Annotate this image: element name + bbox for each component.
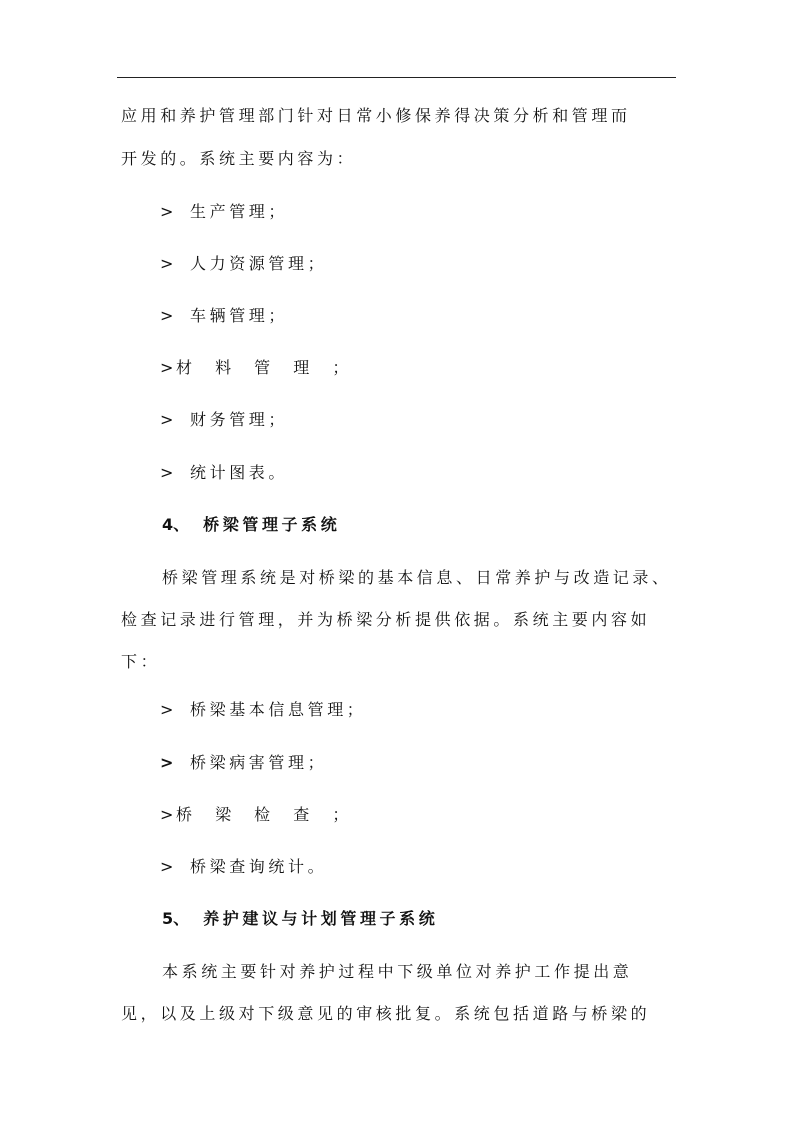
list-item xyxy=(160,857,327,877)
paragraph-line: 下： xyxy=(121,652,161,671)
list-item xyxy=(160,358,357,378)
section-heading xyxy=(162,515,340,535)
list-item-text: 统计图表。 xyxy=(190,463,289,482)
list-item-text: 桥 梁 检 查 ； xyxy=(176,805,358,824)
list-item xyxy=(160,805,357,825)
paragraph-line: 应用和养护管理部门针对日常小修保养得决策分析和管理而 xyxy=(121,106,631,125)
paragraph-line: 开发的。系统主要内容为： xyxy=(121,149,357,168)
list-item xyxy=(160,306,288,326)
bullet-marker: > xyxy=(160,700,174,719)
bullet-marker: > xyxy=(160,358,174,377)
bullet-marker: > xyxy=(160,306,174,325)
section-number: 5、 xyxy=(162,909,190,928)
section-title: 养护建议与计划管理子系统 xyxy=(203,909,439,928)
bullet-marker: > xyxy=(160,202,174,221)
list-item xyxy=(160,463,288,483)
list-item-text: 人力资源管理； xyxy=(190,254,328,273)
section-heading xyxy=(162,909,438,929)
paragraph-line: 桥梁管理系统是对桥梁的基本信息、日常养护与改造记录、 xyxy=(162,568,672,587)
section-number: 4、 xyxy=(162,515,190,534)
bullet-marker: > xyxy=(160,254,174,273)
paragraph-line: 检查记录进行管理，并为桥梁分析提供依据。系统主要内容如 xyxy=(121,610,651,629)
list-item xyxy=(160,700,366,720)
paragraph-line: 本系统主要针对养护过程中下级单位对养护工作提出意 xyxy=(162,962,633,981)
list-item-text: 材 料 管 理 ； xyxy=(176,358,358,377)
list-item-text: 桥梁基本信息管理； xyxy=(190,700,367,719)
list-item-text: 桥梁查询统计。 xyxy=(190,857,328,876)
bullet-marker: > xyxy=(160,857,174,876)
list-item-text: 生产管理； xyxy=(190,202,289,221)
bullet-marker: > xyxy=(160,463,174,482)
section-title: 桥梁管理子系统 xyxy=(203,515,341,534)
bullet-marker: > xyxy=(160,410,174,429)
bullet-marker: > xyxy=(160,753,174,772)
list-item-text: 财务管理； xyxy=(190,410,289,429)
list-item xyxy=(160,254,327,274)
list-item-text: 车辆管理； xyxy=(190,306,289,325)
bullet-marker: > xyxy=(160,805,174,824)
list-item xyxy=(160,753,327,773)
list-item xyxy=(160,410,288,430)
list-item xyxy=(160,202,288,222)
list-item-text: 桥梁病害管理； xyxy=(190,753,328,772)
header-rule xyxy=(117,77,676,78)
paragraph-line: 见，以及上级对下级意见的审核批复。系统包括道路与桥梁的 xyxy=(121,1004,651,1023)
